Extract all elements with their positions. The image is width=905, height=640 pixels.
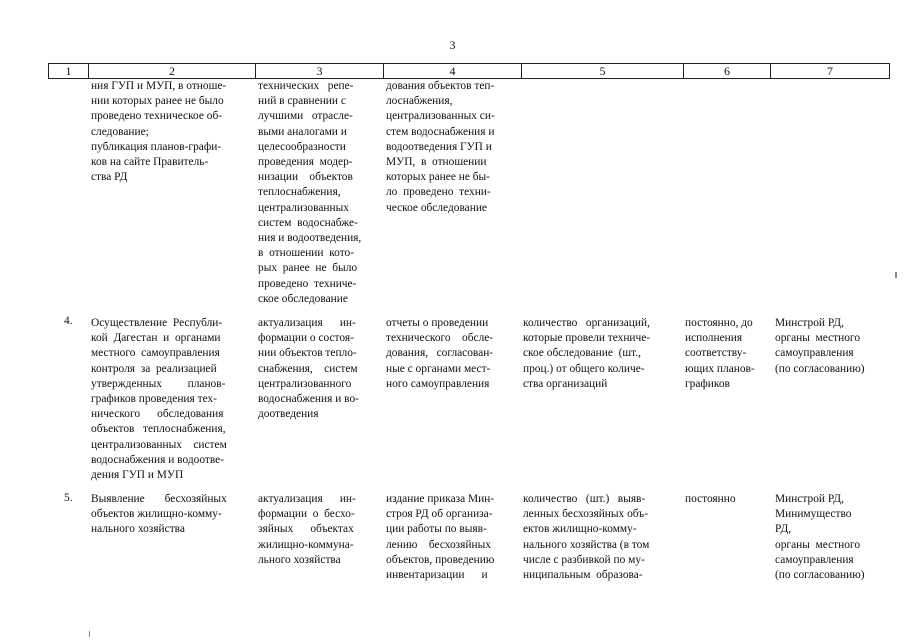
row-4-number: 4. xyxy=(64,315,73,327)
page-number: 3 xyxy=(449,38,456,52)
row-4-content: актуализация ин- формации о состоя- нии объектов тепло- снабжения, систем централизованного водоснабжения и во- доотведения xyxy=(258,317,359,421)
header-cell-7: 7 xyxy=(770,64,890,78)
header-cell-5: 5 xyxy=(521,64,683,78)
row-4-responsible: Минстрой РД, органы местного самоуправления (по согласованию) xyxy=(775,317,865,375)
row-5-result: издание приказа Мин- строя РД об организа- ции работы по выяв- лению бесхозяйных объектов, проведению инвентаризации и xyxy=(386,493,495,582)
header-cell-4: 4 xyxy=(383,64,521,78)
row-continuation-measure: ния ГУП и МУП, в отноше- нии которых ранее не было проведено техническое об- следование; публикация планов-графи- ков на сайте Правитель- ства РД xyxy=(91,80,227,184)
row-4-indicator: количество организаций, которые провели техниче- ское обследование (шт., проц.) от общего количе- ства организаций xyxy=(523,317,651,390)
row-4-result: отчеты о проведении технического обсле- дования, согласован- ные с органами мест- ного самоуправления xyxy=(386,317,494,390)
row-4-deadline: постоянно, до исполнения соответству- ющих планов- графиков xyxy=(685,317,755,390)
header-cell-6: 6 xyxy=(683,64,770,78)
header-cell-1: 1 xyxy=(48,64,88,78)
row-5-deadline: постоянно xyxy=(685,493,736,505)
row-5-indicator: количество (шт.) выяв- ленных бесхозяйных объ- ектов жилищно-комму- нального хозяйства (в том числе с разбивкой по му- ниципальным образова- xyxy=(523,493,650,582)
row-5-responsible: Минстрой РД, Минимущество РД, органы местного самоуправления (по согласованию) xyxy=(775,493,865,582)
row-4-measure: Осуществление Республи- кой Дагестан и органами местного самоуправления контроля за реализацией утвержденных планов- графиков проведения тех- нического обследования объектов теплоснабжения, централизованных систем водоснабжения и водоотве- дения ГУП и МУП xyxy=(91,317,227,482)
header-cell-3: 3 xyxy=(255,64,383,78)
header-cell-2: 2 xyxy=(88,64,255,78)
scan-mark xyxy=(89,631,90,637)
row-continuation-result: дования объектов теп- лоснабжения, централизованных си- стем водоснабжения и водоотведения ГУП и МУП, в отношении которых ранее не бы- ло проведено техни- ческое обследование xyxy=(386,80,495,214)
row-5-content: актуализация ин- формации о бесхо- зяйных объектах жилищно-коммуна- льного хозяйства xyxy=(258,493,356,566)
table-header-row xyxy=(48,63,890,79)
row-continuation-content: технических репе- ний в сравнении с лучшими отрасле- выми аналогами и целесообразности проведения модер- низации объектов теплоснабжения, централизованных систем водоснабже- ния и водоотведения, в отношении кото- рых ранее не было проведено техниче- ское обследование xyxy=(258,80,362,305)
row-5-measure: Выявление бесхозяйных объектов жилищно-комму- нального хозяйства xyxy=(91,493,227,536)
row-5-number: 5. xyxy=(64,492,73,504)
scan-mark xyxy=(895,272,897,278)
